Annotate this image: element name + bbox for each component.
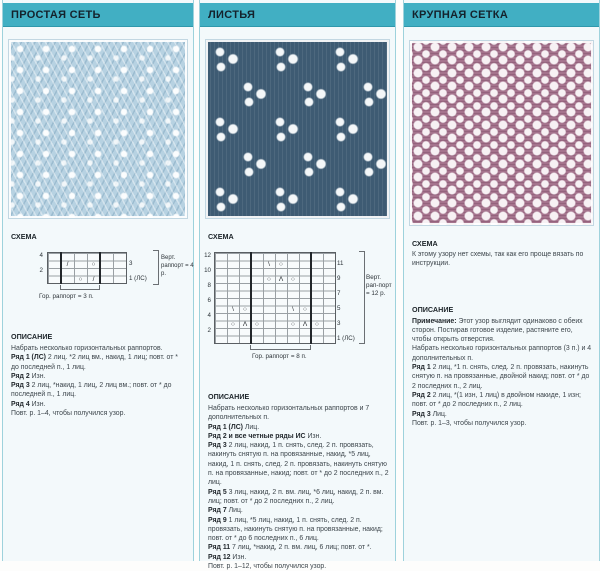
chart-symbol: ○ xyxy=(91,260,96,268)
description-heading: ОПИСАНИЕ xyxy=(11,332,53,341)
instruction-line: Ряд 4 Изн. xyxy=(11,400,46,408)
instruction-line: Ряд 2 2 лиц, *(1 изн, 1 лиц) в двойном накиде, 1 изн; повт. от * до 2 последних п., 2 лиц. xyxy=(412,391,581,409)
instruction-line: Повт. р. 1–12, чтобы получился узор. xyxy=(208,563,327,571)
instruction-line: Ряд 3 Лиц. xyxy=(412,410,447,418)
description-heading: ОПИСАНИЕ xyxy=(412,304,454,314)
chart-grid xyxy=(214,252,336,344)
chart-symbol: / xyxy=(92,275,95,283)
instruction-line: Ряд 2 и все четные ряды ИС Изн. xyxy=(208,432,322,440)
schema-heading: СХЕМА xyxy=(412,239,438,248)
vertical-repeat-bracket xyxy=(359,251,365,344)
swatch-photo-simple-net xyxy=(8,39,188,219)
repeat-boundary-line xyxy=(250,252,252,344)
vertical-repeat-label: Верт. раппорт = 4 р. xyxy=(161,255,194,277)
schema-heading: СХЕМА xyxy=(11,232,37,241)
schema-heading: СХЕМА xyxy=(208,232,234,241)
instruction-line: Ряд 1 2 лиц, *1 п. снять, след. 2 п. провязать, накинуть снятую п. на провязанные, двойной накид; повт. от * до 2 последних п., 2 лиц. xyxy=(412,364,590,390)
chart-symbol: ○ xyxy=(267,275,271,283)
pattern-title: КРУПНАЯ СЕТКА xyxy=(412,8,509,21)
chart-row-number: 11 xyxy=(337,259,344,267)
instruction-line: Ряд 7 Лиц. xyxy=(208,507,243,515)
instruction-line: Повт. р. 1–4, чтобы получился узор. xyxy=(11,410,126,418)
chart-row-number: 9 xyxy=(337,274,341,282)
horizontal-repeat-label: Гор. раппорт = 8 п. xyxy=(252,353,307,360)
chart-row-number: 5 xyxy=(337,304,341,312)
chart-symbol: ○ xyxy=(255,320,259,328)
chart-symbol: ○ xyxy=(291,320,295,328)
chart-symbol: / xyxy=(66,260,69,268)
pattern-title-bar xyxy=(3,3,193,27)
chart-symbol: \ xyxy=(292,305,294,313)
swatch-photo-leaves xyxy=(205,39,390,219)
chart-row-number: 2 xyxy=(39,267,43,274)
chart-row-number: 10 xyxy=(204,267,211,274)
repeat-boundary-line xyxy=(310,252,312,344)
chart-row-number: 3 xyxy=(337,319,341,327)
instruction-line: Ряд 3 2 лиц, *накид, 1 лиц, 2 лиц вм.; повт. от * до последней п., 1 лиц. xyxy=(11,382,172,399)
instruction-line: Ряд 12 Изн. xyxy=(208,553,247,561)
chart-symbol: Λ xyxy=(302,320,308,328)
chart-row-number: 4 xyxy=(39,252,43,259)
chart-row-number: 1 (ЛС) xyxy=(337,334,355,342)
pattern-instructions xyxy=(208,404,389,571)
chart-symbol: ○ xyxy=(243,305,247,313)
pattern-title-bar xyxy=(200,3,395,27)
pattern-title: ПРОСТАЯ СЕТЬ xyxy=(11,8,101,21)
instruction-line: Ряд 9 1 лиц, *5 лиц, накид, 1 п. снять, след. 2 п. провязать, накинуть снятую п. на провязанные, накид; повт. от * до 6 последних п., 6 лиц. xyxy=(208,516,383,543)
instruction-line: Ряд 5 3 лиц, накид, 2 п. вм. лиц, *6 лиц, накид, 2 п. вм. лиц; повт. от * до 2 последних п., 2 лиц. xyxy=(208,488,384,505)
horizontal-repeat-bracket xyxy=(250,345,311,350)
chart-row-number: 8 xyxy=(207,282,211,289)
knitting-chart-leaves xyxy=(200,252,395,364)
chart-symbol: ○ xyxy=(78,275,83,283)
instruction-line: Примечание: Этот узор выглядит одинаково с обеих сторон. Постирав готовое изделие, растяните его, чтобы открыть отверстия. xyxy=(412,317,583,344)
pattern-instructions xyxy=(11,344,187,418)
chart-symbol: ○ xyxy=(279,260,283,268)
pattern-title-bar xyxy=(404,3,599,27)
pattern-panel-simple-net xyxy=(2,0,194,561)
instruction-line: Набрать несколько горизонтальных раппортов и 7 дополнительных п. xyxy=(208,405,370,422)
pattern-instructions xyxy=(412,317,593,429)
chart-symbol: ○ xyxy=(231,320,235,328)
instruction-line: Ряд 1 (ЛС) 2 лиц. *2 лиц вм., накид, 1 лиц; повт. от * до последней п., 1 лиц. xyxy=(11,354,178,371)
chart-symbol: ○ xyxy=(303,305,307,313)
pattern-panel-leaves xyxy=(199,0,396,571)
instruction-line: Ряд 2 Изн. xyxy=(11,372,46,380)
chart-row-number: 12 xyxy=(204,252,211,259)
chart-row-number: 7 xyxy=(337,289,341,297)
horizontal-repeat-label: Гор. раппорт = 3 п. xyxy=(39,293,94,300)
description-heading: ОПИСАНИЕ xyxy=(208,392,250,401)
schema-note: К этому узору нет схемы, так как его проще вязать по инструкции. xyxy=(412,251,584,268)
chart-symbol: \ xyxy=(232,305,234,313)
vertical-repeat-label: Верт. рап-порт = 12 р. xyxy=(366,274,392,297)
chart-row-number: 2 xyxy=(207,327,211,334)
chart-row-number: 3 xyxy=(129,259,133,267)
instruction-line: Ряд 11 7 лиц, *накид, 2 п. вм. лиц, 6 лиц; повт. от *. xyxy=(208,544,372,552)
chart-symbol: Λ xyxy=(242,320,248,328)
chart-symbol: \ xyxy=(268,260,270,268)
swatch-photo-big-mesh xyxy=(409,40,594,226)
pattern-title: ЛИСТЬЯ xyxy=(208,8,256,21)
instruction-line: Набрать несколько горизонтальных раппортов (3 п.) и 4 дополнительных п. xyxy=(412,345,592,362)
instruction-line: Набрать несколько горизонтальных раппортов. xyxy=(11,345,163,352)
chart-symbol: Λ xyxy=(278,275,284,283)
chart-row-number: 4 xyxy=(207,312,211,319)
chart-grid xyxy=(47,252,127,284)
chart-row-number: 6 xyxy=(207,297,211,304)
instruction-line: Ряд 1 (ЛС) Лиц. xyxy=(208,423,260,431)
chart-symbol: ○ xyxy=(315,320,319,328)
horizontal-repeat-bracket xyxy=(60,285,100,290)
instruction-line: Ряд 3 2 лиц, накид, 1 п. снять, след. 2 п. провязать, накинуть снятую п. на провязанные, накид, *5 лиц, накид, 1 п. снять, след. 2 п. провязать, накинуть снятую п. на провязанные, накид; повт. от * до 2 последних п., 2 лиц. xyxy=(208,442,389,487)
vertical-repeat-bracket xyxy=(153,250,159,285)
pattern-panel-big-mesh xyxy=(403,0,600,561)
instruction-line: Повт. р. 1–3, чтобы получился узор. xyxy=(412,419,527,427)
knitting-chart-simple-net xyxy=(3,252,193,304)
chart-row-number: 1 (ЛС) xyxy=(129,274,147,282)
chart-symbol: ○ xyxy=(291,275,295,283)
